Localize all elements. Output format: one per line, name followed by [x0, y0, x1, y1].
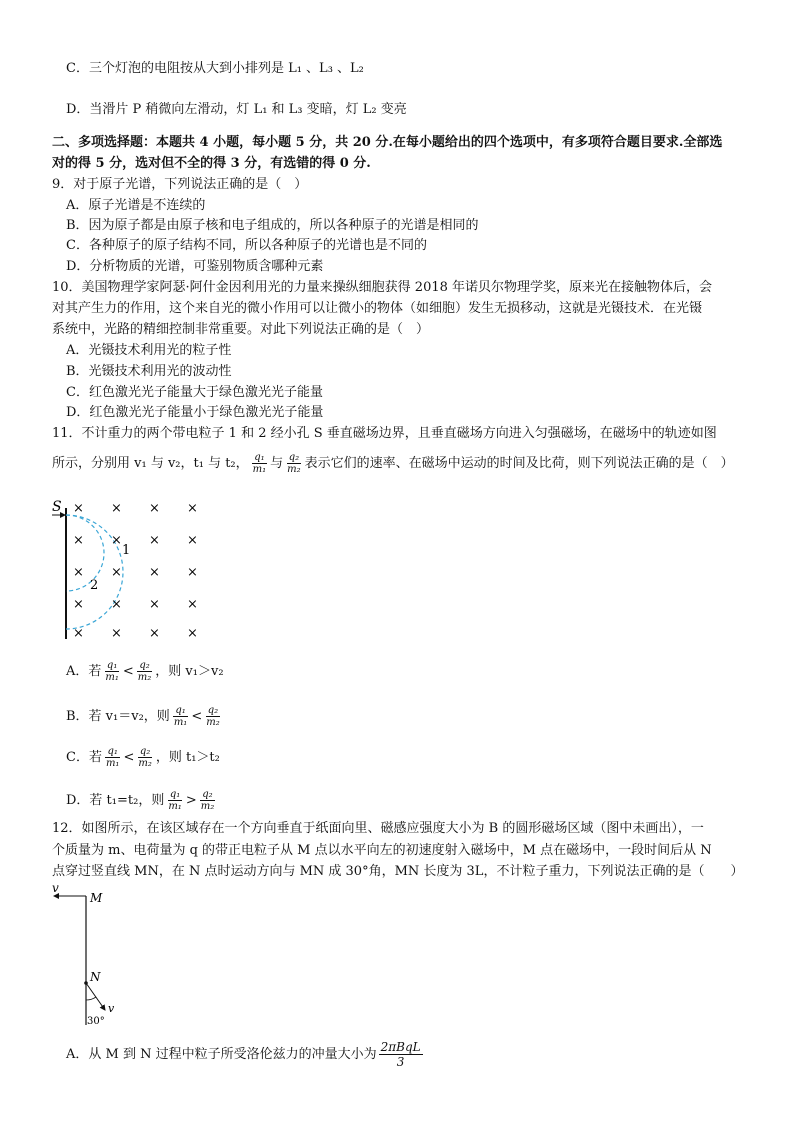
q10-option-d: D．红色激光光子能量小于绿色激光光子能量 — [66, 405, 324, 420]
field-cross: × — [73, 565, 84, 580]
field-cross: × — [149, 597, 160, 612]
field-cross: × — [187, 565, 198, 580]
fraction-q2-m2: $\frac{\text{q₂}}{\text{m₂}}$ — [137, 660, 152, 683]
label-s: S — [52, 499, 62, 515]
q9-option-c: C．各种原子的原子结构不同，所以各种原子的光谱也是不同的 — [66, 238, 427, 253]
field-cross: × — [73, 533, 84, 548]
field-cross: × — [111, 501, 122, 516]
label-2: 2 — [90, 578, 99, 593]
field-cross: × — [73, 597, 84, 612]
q10-stem-line1: 10．美国物理学家阿瑟·阿什金因利用光的力量来操纵细胞获得 2018 年诺贝尔物理学奖，原来光在接触物体后，会 — [52, 280, 713, 295]
section-heading-line2: 对的得 5 分，选对但不全的得 3 分，有选错的得 0 分. — [52, 156, 371, 171]
fraction-q2-m2: $\frac{\text{q₂}}{\text{m₂}}$ — [287, 452, 301, 475]
field-cross: × — [149, 626, 160, 641]
fraction-q1-m1: $\frac{\text{q₁}}{\text{m₁}}$ — [105, 746, 120, 769]
q9-option-d: D．分析物质的光谱，可鉴别物质含哪种元素 — [66, 259, 324, 274]
q12-option-a: A．从 M 到 N 过程中粒子所受洛伦兹力的冲量大小为 $\frac{\text{2πBqL}}{3}$ — [66, 1040, 421, 1069]
fraction-q2-m2: $\frac{\text{q₂}}{\text{m₂}}$ — [200, 789, 215, 812]
mn-figure — [50, 880, 150, 1030]
q11-stem-line2: 所示，分别用 v₁ 与 v₂，t₁ 与 t₂， $\frac{\text{q₁}}{\text{m₁}}$ 与 $\frac{\text{q₂}}{\text{m₂}}$ 表示它们的速率、在磁场中运动的时间及比荷，则下列说法正确的是（ ） — [52, 452, 734, 475]
q11-option-b: B．若 v₁＝v₂，则 $\frac{\text{q₁}}{\text{m₁}}$ < $\frac{\text{q₂}}{\text{m₂}}$ — [66, 705, 220, 728]
label-v2: v — [108, 1002, 115, 1015]
fraction-q2-m2: $\frac{\text{q₂}}{\text{m₂}}$ — [206, 705, 220, 728]
field-cross: × — [111, 597, 122, 612]
field-cross: × — [111, 626, 122, 641]
q9-option-a: A．原子光谱是不连续的 — [66, 198, 206, 213]
fraction-q1-m1: $\frac{\text{q₁}}{\text{m₁}}$ — [252, 452, 267, 475]
fraction-impulse: $\frac{\text{2πBqL}}{3}$ — [380, 1040, 421, 1069]
q10-option-c: C．红色激光光子能量大于绿色激光光子能量 — [66, 385, 323, 400]
q9-option-b: B．因为原子都是由原子核和电子组成的，所以各种原子的光谱是相同的 — [66, 218, 479, 233]
q12-stem-line2: 个质量为 m、电荷量为 q 的带正电粒子从 M 点以水平向左的初速度射入磁场中，M 点在磁场中，一段时间后从 N — [52, 843, 712, 858]
section-heading-line1: 二、多项选择题：本题共 4 小题，每小题 5 分，共 20 分.在每小题给出的四个选项中，有多项符合题目要求.全部选 — [52, 135, 723, 150]
field-cross: × — [187, 501, 198, 516]
q9-stem: 9．对于原子光谱，下列说法正确的是（ ） — [52, 177, 308, 192]
q10-stem-line3: 系统中，光路的精细控制非常重要。对此下列说法正确的是（ ） — [52, 322, 430, 337]
q12-stem-line3: 点穿过竖直线 MN，在 N 点时运动方向与 MN 成 30°角，MN 长度为 3L，不计粒子重力，下列说法正确的是（ ） — [52, 864, 744, 879]
field-cross: × — [73, 626, 84, 641]
label-1: 1 — [122, 543, 131, 558]
q11-option-c: C．若 $\frac{\text{q₁}}{\text{m₁}}$ < $\frac{\text{q₂}}{\text{m₂}}$ ，则 t₁＞t₂ — [66, 746, 220, 769]
field-cross: × — [111, 533, 122, 548]
label-angle: 30° — [87, 1016, 105, 1027]
field-cross: × — [187, 626, 198, 641]
q11-option-a: A．若 $\frac{\text{q₁}}{\text{m₁}}$ < $\frac{\text{q₂}}{\text{m₂}}$ ，则 v₁＞v₂ — [66, 660, 224, 683]
label-v: v — [52, 881, 59, 895]
q10-option-b: B．光镊技术利用光的波动性 — [66, 364, 232, 379]
magnetic-field-figure — [50, 496, 210, 646]
label-n: N — [90, 970, 101, 984]
q11-stem-line1: 11．不计重力的两个带电粒子 1 和 2 经小孔 S 垂直磁场边界，且垂直磁场方向进入匀强磁场，在磁场中的轨迹如图 — [52, 426, 717, 441]
fraction-q2-m2: $\frac{\text{q₂}}{\text{m₂}}$ — [138, 746, 152, 769]
q11-option-d: D．若 t₁=t₂，则 $\frac{\text{q₁}}{\text{m₁}}$ > $\frac{\text{q₂}}{\text{m₂}}$ — [66, 789, 215, 812]
q10-option-a: A．光镊技术利用光的粒子性 — [66, 343, 232, 358]
fraction-q1-m1: $\frac{\text{q₁}}{\text{m₁}}$ — [105, 660, 119, 683]
q12-stem-line1: 12．如图所示，在该区域存在一个方向垂直于纸面向里、磁感应强度大小为 B 的圆形磁场区域（图中未画出），一 — [52, 821, 704, 836]
field-cross: × — [111, 565, 122, 580]
velocity-arrow-n — [86, 983, 105, 1010]
trajectory-2 — [66, 515, 104, 591]
q8-option-d: D．当滑片 P 稍微向左滑动，灯 L₁ 和 L₃ 变暗，灯 L₂ 变亮 — [66, 102, 407, 117]
field-cross: × — [149, 501, 160, 516]
field-cross: × — [187, 597, 198, 612]
field-crosses — [73, 501, 198, 641]
fraction-q1-m1: $\frac{\text{q₁}}{\text{m₁}}$ — [173, 705, 188, 728]
q8-option-c: C．三个灯泡的电阻按从大到小排列是 L₁ 、L₃ 、L₂ — [66, 61, 364, 76]
field-cross: × — [73, 501, 84, 516]
field-cross: × — [149, 533, 160, 548]
fraction-q1-m1: $\frac{\text{q₁}}{\text{m₁}}$ — [168, 789, 182, 812]
angle-arc — [86, 997, 96, 1000]
q10-stem-line2: 对其产生力的作用，这个来自光的微小作用可以让微小的物体（如细胞）发生无损移动，这就是光镊技术．在光镊 — [52, 301, 703, 316]
field-cross: × — [187, 533, 198, 548]
field-cross: × — [149, 565, 160, 580]
label-m: M — [90, 891, 103, 905]
